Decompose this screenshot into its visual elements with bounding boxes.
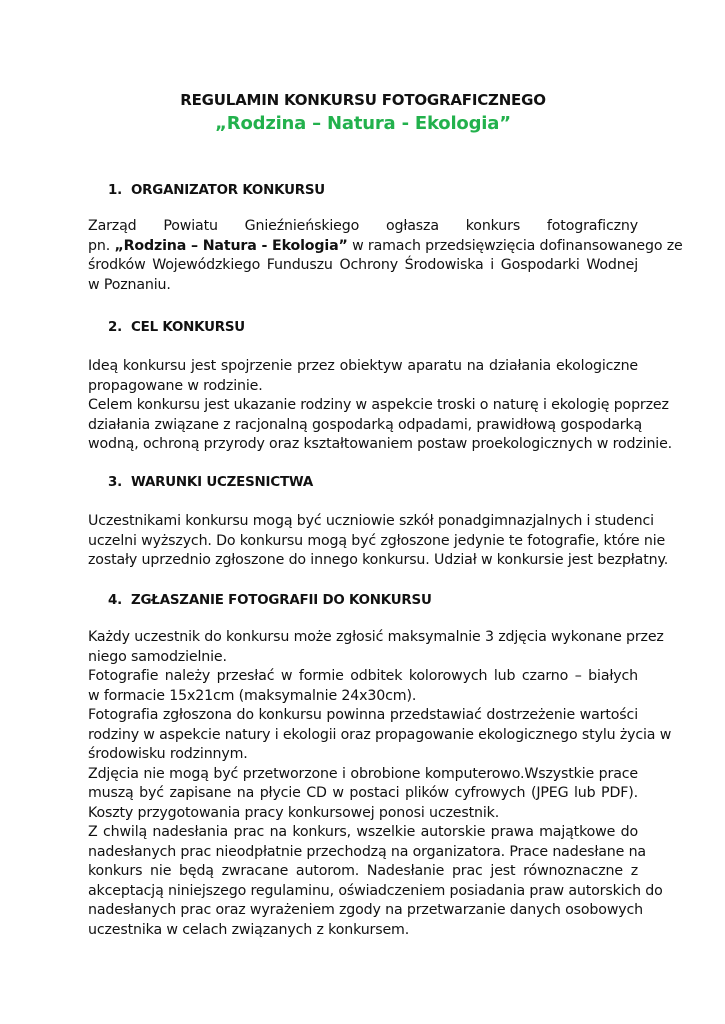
paragraph-line: nadesłanych prac nieodpłatnie przechodzą na organizatora. Prace nadesłane na xyxy=(88,843,646,860)
text-fragment: pn. xyxy=(88,237,111,254)
paragraph-line: w formacie 15x21cm (maksymalnie 24x30cm). xyxy=(88,687,417,704)
paragraph-line: Fotografie należy przesłać w formie odbitek kolorowych lub czarno – białych xyxy=(88,668,638,684)
paragraph-line: Z chwilą nadesłania prac na konkurs, wszelkie autorskie prawa majątkowe do xyxy=(88,824,638,840)
section-heading-participation xyxy=(108,475,313,490)
paragraph-line: niego samodzielnie. xyxy=(88,648,227,665)
section-title: ORGANIZATOR KONKURSU xyxy=(131,183,325,198)
section-body-goal xyxy=(88,357,673,455)
paragraph-line: zostały uprzednio zgłoszone do innego konkursu. Udział w konkursie jest bezpłatny. xyxy=(88,552,669,568)
section-body-submission xyxy=(88,628,672,940)
paragraph-line: Ideą konkursu jest spojrzenie przez obiektyw aparatu na działania ekologiczne xyxy=(88,358,638,374)
text-fragment: w ramach przedsięwzięcia dofinansowanego ze xyxy=(352,237,683,254)
section-title: CEL KONKURSU xyxy=(131,320,245,335)
document-title: REGULAMIN KONKURSU FOTOGRAFICZNEGO xyxy=(180,91,546,109)
section-number: 1. xyxy=(108,183,123,198)
section-title: WARUNKI UCZESNICTWA xyxy=(131,475,314,490)
paragraph-line: Uczestnikami konkursu mogą być uczniowie szkół ponadgimnazjalnych i studenci xyxy=(88,513,654,529)
section-heading-organizer xyxy=(108,183,325,198)
paragraph-line: muszą być zapisane na płycie CD w postaci plików cyfrowych (JPEG lub PDF). xyxy=(88,785,638,801)
paragraph-line: działania związane z racjonalną gospodarką odpadami, prawidłową gospodarką xyxy=(88,416,643,433)
paragraph-line: Fotografia zgłoszona do konkursu powinna przedstawiać dostrzeżenie wartości xyxy=(88,707,638,723)
paragraph-line: środowisku rodzinnym. xyxy=(88,746,248,762)
section-number: 3. xyxy=(108,475,123,490)
paragraph-line: akceptacją niniejszego regulaminu, oświadczeniem posiadania praw autorskich do xyxy=(88,882,663,899)
paragraph-line: uczelni wyższych. Do konkursu mogą być zgłoszone jedynie te fotografie, które nie xyxy=(88,532,666,549)
paragraph-line: Każdy uczestnik do konkursu może zgłosić maksymalnie 3 zdjęcia wykonane przez xyxy=(88,629,664,645)
section-heading-goal xyxy=(108,320,245,335)
paragraph-line: propagowane w rodzinie. xyxy=(88,377,263,394)
paragraph-line: Koszty przygotowania pracy konkursowej ponosi uczestnik. xyxy=(88,804,500,821)
section-number: 2. xyxy=(108,320,123,335)
paragraph-line: Zarząd Powiatu Gnieźnieńskiego ogłasza konkurs fotograficzny xyxy=(88,218,638,234)
section-number: 4. xyxy=(108,593,123,608)
paragraph-line: uczestnika w celach związanych z konkursem. xyxy=(88,921,410,938)
section-body-participation xyxy=(88,512,669,571)
paragraph-line xyxy=(88,237,683,257)
section-title: ZGŁASZANIE FOTOGRAFII DO KONKURSU xyxy=(131,593,432,608)
paragraph-line: nadesłanych prac oraz wyrażeniem zgody na przetwarzanie danych osobowych xyxy=(88,902,644,918)
paragraph-line: wodną, ochroną przyrody oraz kształtowaniem postaw proekologicznych w rodzinie. xyxy=(88,436,673,452)
paragraph-line: środków Wojewódzkiego Funduszu Ochrony Środowiska i Gospodarki Wodnej xyxy=(88,257,638,273)
paragraph-line: Zdjęcia nie mogą być przetworzone i obrobione komputerowo.Wszystkie prace xyxy=(88,765,638,782)
paragraph-line: konkurs nie będą zwracane autorom. Nadesłanie prac jest równoznaczne z xyxy=(88,863,638,879)
paragraph-line: w Poznaniu. xyxy=(88,276,171,293)
paragraph-line: Celem konkursu jest ukazanie rodziny w aspekcie troski o naturę i ekologię poprzez xyxy=(88,397,669,413)
document-subtitle: „Rodzina – Natura - Ekologia” xyxy=(215,113,511,134)
paragraph-line: rodziny w aspekcie natury i ekologii oraz propagowanie ekologicznego stylu życia w xyxy=(88,726,672,743)
section-body-organizer xyxy=(88,217,683,295)
section-heading-submission xyxy=(108,593,432,608)
contest-name: „Rodzina – Natura - Ekologia” xyxy=(114,237,348,254)
